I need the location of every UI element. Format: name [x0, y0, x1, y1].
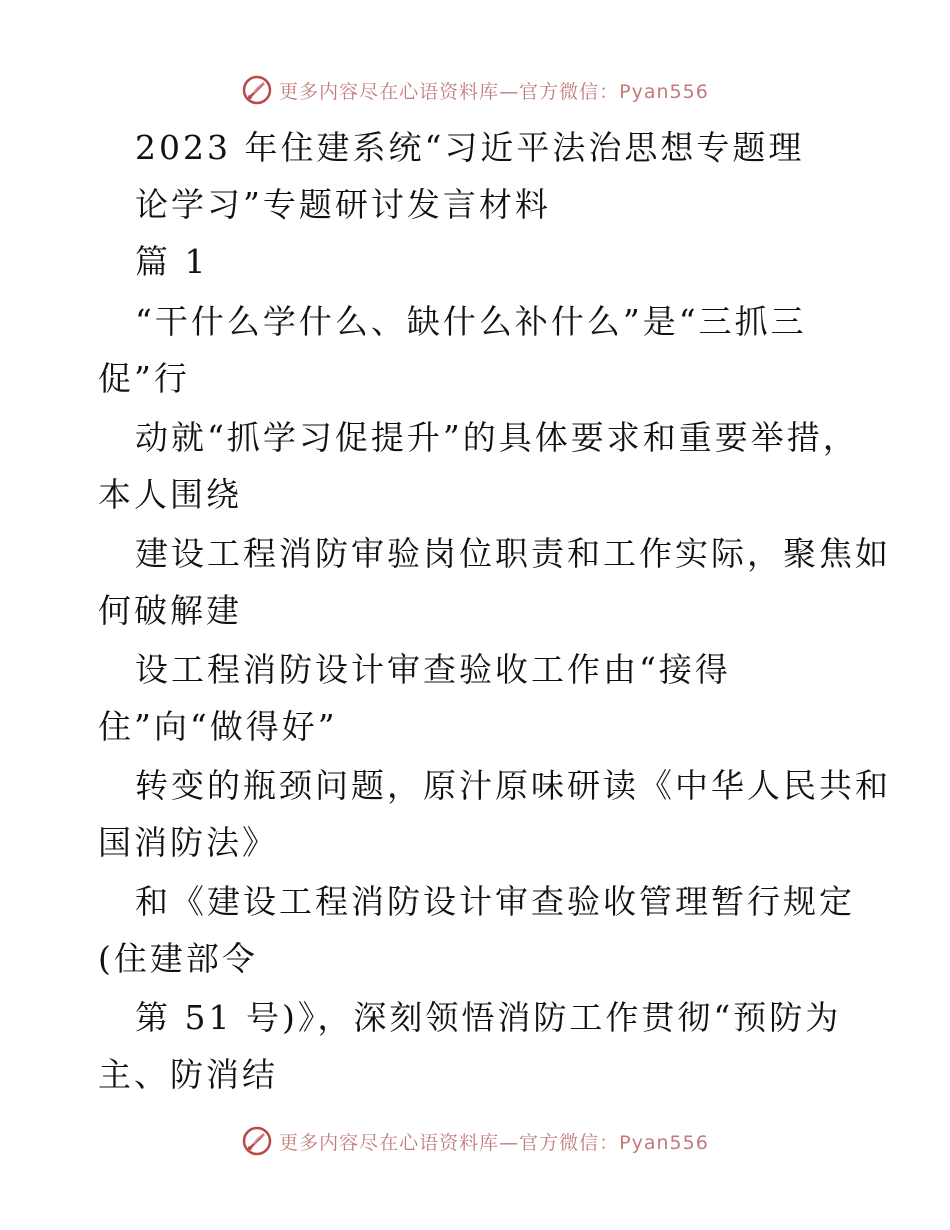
footer-banner-text: 更多内容尽在心语资料库—官方微信：Pyan556	[279, 1131, 709, 1154]
paragraph-line: 第 51 号)》，深刻领悟消防工作贯彻“预防为	[135, 998, 842, 1037]
header-banner-text: 更多内容尽在心语资料库—官方微信：Pyan556	[279, 80, 709, 103]
paragraph-line: 住”向“做得好”	[98, 707, 338, 746]
paragraph-line: 本人围绕	[98, 475, 242, 514]
paragraph-line: 促”行	[98, 359, 190, 398]
paragraph-line: 建设工程消防审验岗位职责和工作实际，聚焦如	[135, 534, 891, 573]
paragraph-line: 何破解建	[98, 591, 242, 630]
paragraph-line: 设工程消防设计审查验收工作由“接得	[135, 650, 731, 689]
paragraph-line: 国消防法》	[98, 823, 278, 862]
paragraph-line: 动就“抓学习促提升”的具体要求和重要举措，	[135, 418, 859, 457]
quill-logo-icon	[241, 74, 273, 106]
section-heading: 篇 1	[135, 242, 209, 281]
paragraph-line: 和《建设工程消防设计审查验收管理暂行规定	[135, 882, 855, 921]
title-line-1: 2023 年住建系统“习近平法治思想专题理	[135, 128, 805, 167]
quill-logo-icon	[241, 1125, 273, 1157]
title-line-2: 论学习”专题研讨发言材料	[135, 185, 551, 224]
paragraph-line: 转变的瓶颈问题，原汁原味研读《中华人民共和	[135, 766, 891, 805]
paragraph-line: “干什么学什么、缺什么补什么”是“三抓三	[135, 302, 807, 341]
header-watermark-banner	[0, 70, 950, 110]
paragraph-line: 主、防消结	[98, 1055, 278, 1094]
paragraph-line: (住建部令	[98, 939, 258, 978]
footer-watermark-banner	[0, 1121, 950, 1161]
